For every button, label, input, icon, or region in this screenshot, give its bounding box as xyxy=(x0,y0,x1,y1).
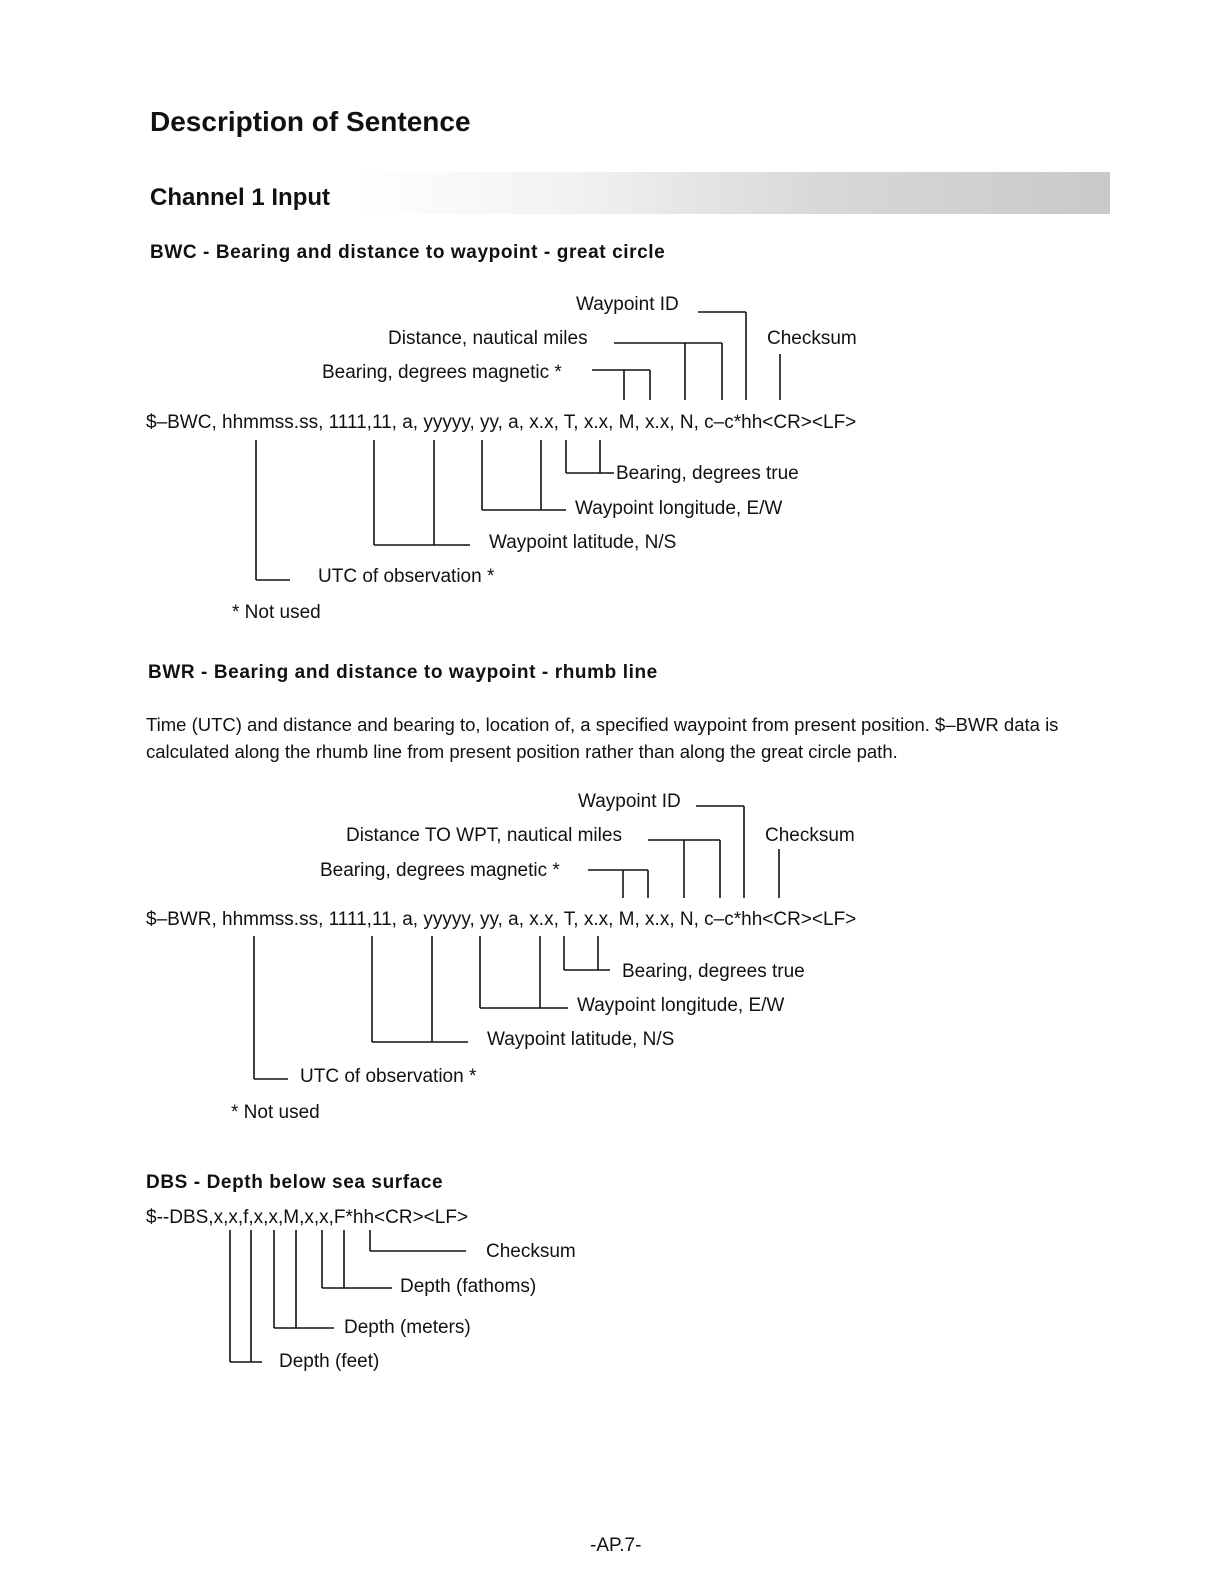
bwr-label-checksum: Checksum xyxy=(765,825,855,846)
bwr-label-distance: Distance TO WPT, nautical miles xyxy=(346,825,622,846)
bwr-description: Time (UTC) and distance and bearing to, location of, a specified waypoint from present position. $–BWR data is calculated along the rhumb line from present position rather than along the great circle path. xyxy=(146,714,1059,762)
bwc-label-checksum: Checksum xyxy=(767,328,857,349)
page-number: -AP.7- xyxy=(590,1535,642,1556)
dbs-label-depth-meters: Depth (meters) xyxy=(344,1317,471,1338)
bwc-label-waypoint-id: Waypoint ID xyxy=(576,294,679,315)
bwr-sentence: $–BWR, hhmmss.ss, 1111,11, a, yyyyy, yy, a, x.x, T, x.x, M, x.x, N, c–c*hh<CR><LF> xyxy=(146,909,857,930)
bwr-heading: BWR - Bearing and distance to waypoint - rhumb line xyxy=(148,662,658,683)
bwc-sentence: $–BWC, hhmmss.ss, 1111,11, a, yyyyy, yy, a, x.x, T, x.x, M, x.x, N, c–c*hh<CR><LF> xyxy=(146,412,857,433)
bwc-heading: BWC - Bearing and distance to waypoint - great circle xyxy=(150,242,666,263)
bwr-label-waypoint-longitude: Waypoint longitude, E/W xyxy=(577,995,785,1016)
bwc-note: * Not used xyxy=(232,602,321,623)
bwc-label-utc: UTC of observation * xyxy=(318,566,495,587)
bwr-label-bearing-true: Bearing, degrees true xyxy=(622,961,805,982)
bwc-label-bearing-magnetic: Bearing, degrees magnetic * xyxy=(322,362,562,383)
dbs-label-checksum: Checksum xyxy=(486,1241,576,1262)
bwr-label-waypoint-id: Waypoint ID xyxy=(578,791,681,812)
bwc-label-distance: Distance, nautical miles xyxy=(388,328,588,349)
dbs-heading: DBS - Depth below sea surface xyxy=(146,1172,444,1193)
bwc-label-waypoint-latitude: Waypoint latitude, N/S xyxy=(489,532,677,553)
bwr-label-bearing-magnetic: Bearing, degrees magnetic * xyxy=(320,860,560,881)
page-title: Description of Sentence xyxy=(150,106,471,137)
bwc-label-bearing-true: Bearing, degrees true xyxy=(616,463,799,484)
dbs-label-depth-fathoms: Depth (fathoms) xyxy=(400,1276,537,1297)
bwc-label-waypoint-longitude: Waypoint longitude, E/W xyxy=(575,498,783,519)
bwr-note: * Not used xyxy=(231,1102,320,1123)
channel-heading: Channel 1 Input xyxy=(150,184,330,211)
dbs-sentence: $--DBS,x,x,f,x,x,M,x,x,F*hh<CR><LF> xyxy=(146,1207,469,1228)
bwr-label-utc: UTC of observation * xyxy=(300,1066,477,1087)
bwr-label-waypoint-latitude: Waypoint latitude, N/S xyxy=(487,1029,675,1050)
dbs-label-depth-feet: Depth (feet) xyxy=(279,1351,380,1372)
